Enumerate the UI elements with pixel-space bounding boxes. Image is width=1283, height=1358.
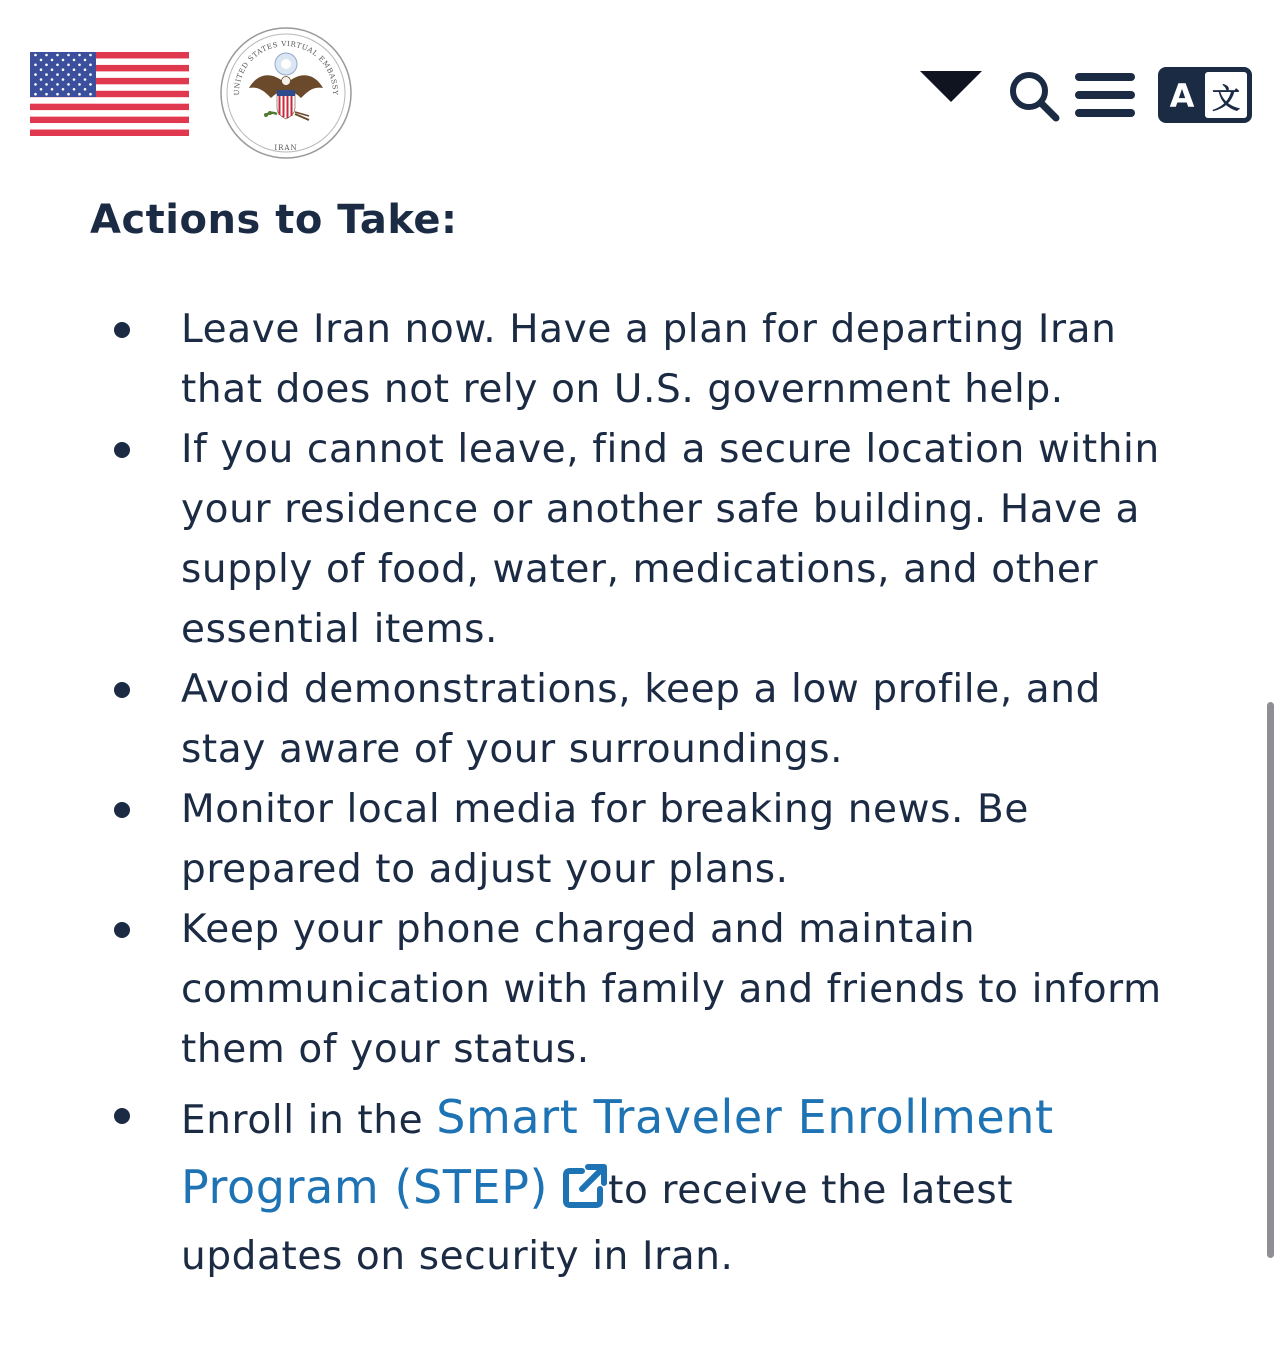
list-item-text: If you cannot leave, find a secure location within your residence or another safe building. Have a supply of food, water, medications, and other essential items.: [181, 427, 1160, 652]
bullet-icon: [114, 1108, 130, 1124]
list-item-text: Keep your phone charged and maintain communication with family and friends to inform them of your status.: [181, 907, 1162, 1072]
list-item-suffix: to receive the latest updates on security in Iran.: [181, 1168, 1014, 1279]
translate-icon[interactable]: [1157, 66, 1253, 124]
list-item: [0, 420, 1171, 660]
bullet-icon: [114, 442, 130, 458]
bullet-icon: [114, 802, 130, 818]
list-item: [0, 660, 1171, 780]
actions-list: [0, 300, 1200, 1290]
bullet-icon: [114, 322, 130, 338]
svg-text:文: 文: [1211, 82, 1241, 115]
list-item-text: Avoid demonstrations, keep a low profile, and stay aware of your surroundings.: [181, 667, 1101, 772]
svg-text:A: A: [1169, 77, 1195, 115]
hamburger-menu-icon[interactable]: [1074, 72, 1136, 118]
list-item-text: Leave Iran now. Have a plan for departing Iran that does not rely on U.S. government help.: [181, 307, 1117, 412]
embassy-seal-icon[interactable]: [219, 26, 353, 160]
seal-bottom-text: IRAN: [274, 144, 298, 152]
list-item-text: Monitor local media for breaking news. Be prepared to adjust your plans.: [181, 787, 1029, 892]
step-link-text[interactable]: Smart Traveler Enrollment Program (STEP): [181, 1090, 1054, 1214]
section-heading: Actions to Take:: [90, 197, 458, 243]
list-item: [0, 780, 1171, 900]
bullet-icon: [114, 682, 130, 698]
caret-down-icon[interactable]: [919, 70, 983, 104]
site-header: [0, 0, 1283, 175]
us-flag-icon[interactable]: [30, 52, 189, 136]
list-item: [0, 900, 1171, 1080]
scrollbar-thumb[interactable]: [1267, 702, 1274, 1258]
list-item-enroll: [0, 1084, 1171, 1290]
bullet-icon: [114, 922, 130, 938]
external-link-icon[interactable]: [562, 1163, 608, 1209]
seal-arc-text: UNITED STATES VIRTUAL EMBASSY: [232, 39, 340, 96]
search-icon[interactable]: [1008, 70, 1060, 122]
list-item: [0, 300, 1171, 420]
list-item-prefix: Enroll in the: [181, 1098, 437, 1143]
